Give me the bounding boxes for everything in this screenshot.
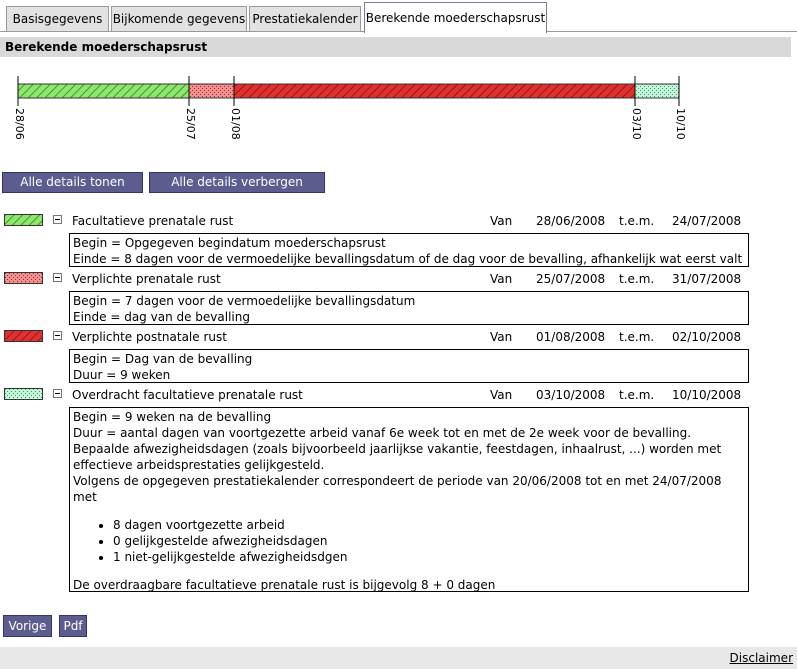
period-details	[69, 407, 749, 592]
period-details	[69, 233, 749, 267]
period-row-verplichte-postnatale	[4, 329, 764, 345]
period-to-date: 10/10/2008	[672, 388, 742, 402]
detail-line: Begin = 9 weken na de bevalling	[73, 410, 272, 424]
period-title: Verplichte postnatale rust	[72, 330, 227, 344]
detail-line: Duur = aantal dagen van voortgezette arbeid vanaf 6e week tot en met de 2e week voor de bevalling.	[73, 426, 692, 440]
segment-verplichte-postnatale	[234, 84, 635, 98]
period-van-label: Van	[490, 272, 513, 286]
tab-berekende-moederschapsrust[interactable]: Berekende moederschapsrust	[364, 2, 547, 33]
period-from-date: 01/08/2008	[536, 330, 606, 344]
legend-swatch-red	[4, 330, 43, 342]
period-from-date: 28/06/2008	[536, 214, 606, 228]
segment-verplichte-prenatale	[189, 84, 234, 98]
detail-line: Begin = 7 dagen voor de vermoedelijke bevallingsdatum	[73, 294, 416, 308]
period-title: Overdracht facultatieve prenatale rust	[72, 388, 303, 402]
period-title: Verplichte prenatale rust	[72, 272, 221, 286]
tick-label: 01/08	[229, 108, 242, 140]
period-tem-label: t.e.m.	[619, 388, 655, 402]
period-row-overdracht	[4, 387, 764, 403]
tab-bijkomende-gegevens[interactable]: Bijkomende gegevens	[111, 6, 247, 31]
detail-line: Volgens de opgegeven prestatiekalender correspondeert de periode van 20/06/2008 tot en met 24/07/2008 met	[73, 474, 722, 504]
period-row-facultatieve	[4, 213, 764, 229]
collapse-icon[interactable]	[53, 273, 62, 282]
period-details	[69, 349, 749, 383]
tick-label: 28/06	[13, 108, 26, 140]
tick-label: 25/07	[184, 108, 197, 140]
detail-line: Duur = 9 weken	[73, 368, 171, 382]
pdf-button[interactable]: Pdf	[59, 615, 87, 637]
period-tem-label: t.e.m.	[619, 272, 655, 286]
period-from-date: 03/10/2008	[536, 388, 606, 402]
collapse-icon[interactable]	[53, 215, 62, 224]
period-from-date: 25/07/2008	[536, 272, 606, 286]
period-details	[69, 291, 749, 325]
period-row-verplichte-prenatale	[4, 271, 764, 287]
disclaimer-link[interactable]: Disclaimer	[729, 651, 793, 665]
detail-conclusion: De overdraagbare facultatieve prenatale rust is bijgevolg 8 + 0 dagen	[73, 578, 496, 592]
detail-line: Begin = Opgegeven begindatum moederschapsrust	[73, 236, 386, 250]
list-item: • 8 dagen voortgezette arbeid	[113, 517, 745, 533]
detail-bullet-list	[73, 517, 745, 565]
section-title: Berekende moederschapsrust	[0, 37, 791, 57]
segment-overdracht	[635, 84, 679, 98]
footer	[0, 647, 797, 669]
show-all-details-button[interactable]: Alle details tonen	[2, 172, 143, 193]
detail-line: Bepaalde afwezigheidsdagen (zoals bijvoorbeeld jaarlijkse vakantie, feestdagen, inhaalrust, ...) worden met effectieve arbeidsprestaties gelijkgesteld.	[73, 442, 722, 472]
previous-button[interactable]: Vorige	[3, 615, 52, 637]
period-title: Facultatieve prenatale rust	[72, 214, 234, 228]
period-to-date: 02/10/2008	[672, 330, 742, 344]
period-to-date: 31/07/2008	[672, 272, 742, 286]
period-tem-label: t.e.m.	[619, 330, 655, 344]
period-van-label: Van	[490, 214, 513, 228]
list-item: • 0 gelijkgestelde afwezigheidsdagen	[113, 533, 745, 549]
period-van-label: Van	[490, 388, 513, 402]
period-van-label: Van	[490, 330, 513, 344]
period-to-date: 24/07/2008	[672, 214, 742, 228]
tab-bar	[0, 0, 797, 32]
timeline	[0, 66, 797, 146]
legend-swatch-lightgreen	[4, 388, 43, 400]
collapse-icon[interactable]	[53, 331, 62, 340]
tab-prestatiekalender[interactable]: Prestatiekalender	[249, 6, 361, 31]
tick-label: 10/10	[674, 108, 687, 140]
segment-facultatieve	[18, 84, 189, 98]
hide-all-details-button[interactable]: Alle details verbergen	[149, 172, 325, 193]
detail-line: Begin = Dag van de bevalling	[73, 352, 253, 366]
detail-line: Einde = 8 dagen voor de vermoedelijke bevallingsdatum of de dag voor de bevalling, afhankelijk wat eerst valt	[73, 252, 743, 266]
period-tem-label: t.e.m.	[619, 214, 655, 228]
tab-basisgegevens[interactable]: Basisgegevens	[6, 6, 109, 31]
legend-swatch-pink	[4, 272, 43, 284]
legend-swatch-green	[4, 214, 43, 226]
list-item: • 1 niet-gelijkgestelde afwezigheidsdgen	[113, 549, 745, 565]
detail-line: Einde = dag van de bevalling	[73, 310, 250, 324]
tick-label: 03/10	[630, 108, 643, 140]
collapse-icon[interactable]	[53, 389, 62, 398]
